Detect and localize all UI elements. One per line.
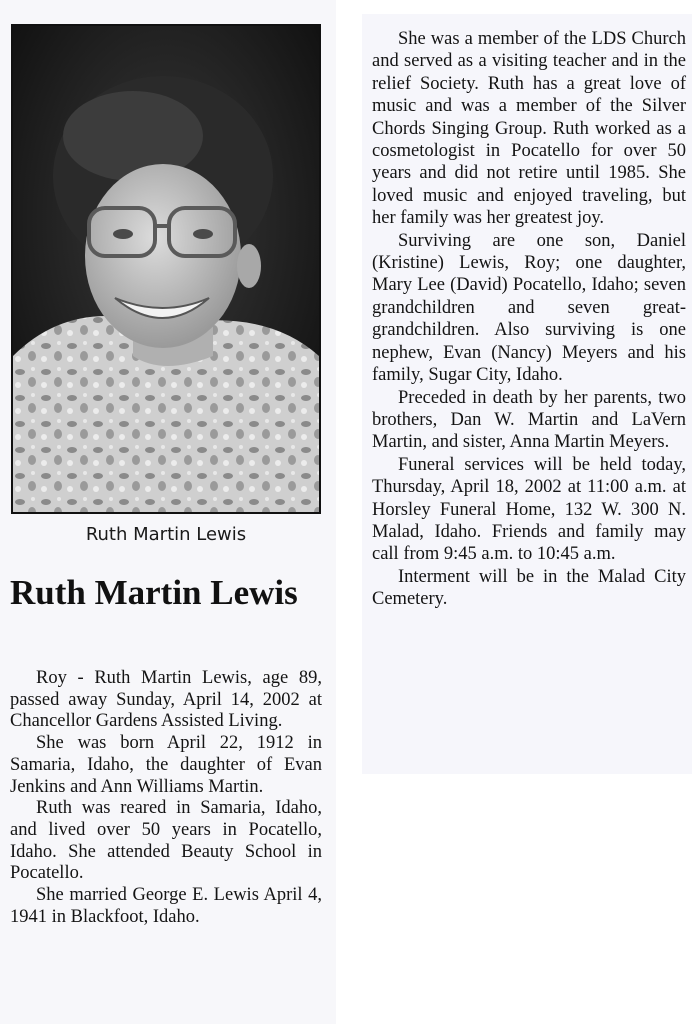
obituary-headline: Ruth Martin Lewis [10,573,298,612]
photo-caption: Ruth Martin Lewis [85,524,247,545]
paragraph: Surviving are one son, Daniel (Kristine) Lewis, Roy; one daughter, Mary Lee (David) Pocatello, Idaho; seven grandchildren and seven great-grandchildren. Also surviving is one nephew, Evan (Nancy) Meyers and his family, Sugar City, Idaho. [372,230,686,386]
paragraph: Roy - Ruth Martin Lewis, age 89, passed away Sunday, April 14, 2002 at Chancellor Gardens Assisted Living. [10,668,322,732]
paragraph: She was born April 22, 1912 in Samaria, Idaho, the daughter of Evan Jenkins and Ann Williams Martin. [10,733,322,797]
left-body-text [10,668,322,928]
paragraph: She was a member of the LDS Church and served as a visiting teacher and in the relief Society. Ruth has a great love of music and was a member of the Silver Chords Singing Group. Ruth worked as a cosmetologist in Pocatello for over 50 years and did not retire until 1985. She loved music and enjoyed traveling, but her family was her greatest joy. [372,29,686,229]
right-body-text [372,28,686,611]
portrait-photo-icon [11,24,321,514]
paragraph: Ruth was reared in Samaria, Idaho, and lived over 50 years in Pocatello, Idaho. She attended Beauty School in Pocatello. [10,798,322,884]
paragraph: Preceded in death by her parents, two brothers, Dan W. Martin and LaVern Martin, and sister, Anna Martin Meyers. [372,387,686,453]
paragraph: She married George E. Lewis April 4, 1941 in Blackfoot, Idaho. [10,885,322,927]
paragraph: Interment will be in the Malad City Cemetery. [372,566,686,610]
paragraph: Funeral services will be held today, Thursday, April 18, 2002 at 11:00 a.m. at Horsley Funeral Home, 132 W. 300 N. Malad, Idaho. Friends and family may call from 9:45 a.m. to 10:45 a.m. [372,454,686,565]
